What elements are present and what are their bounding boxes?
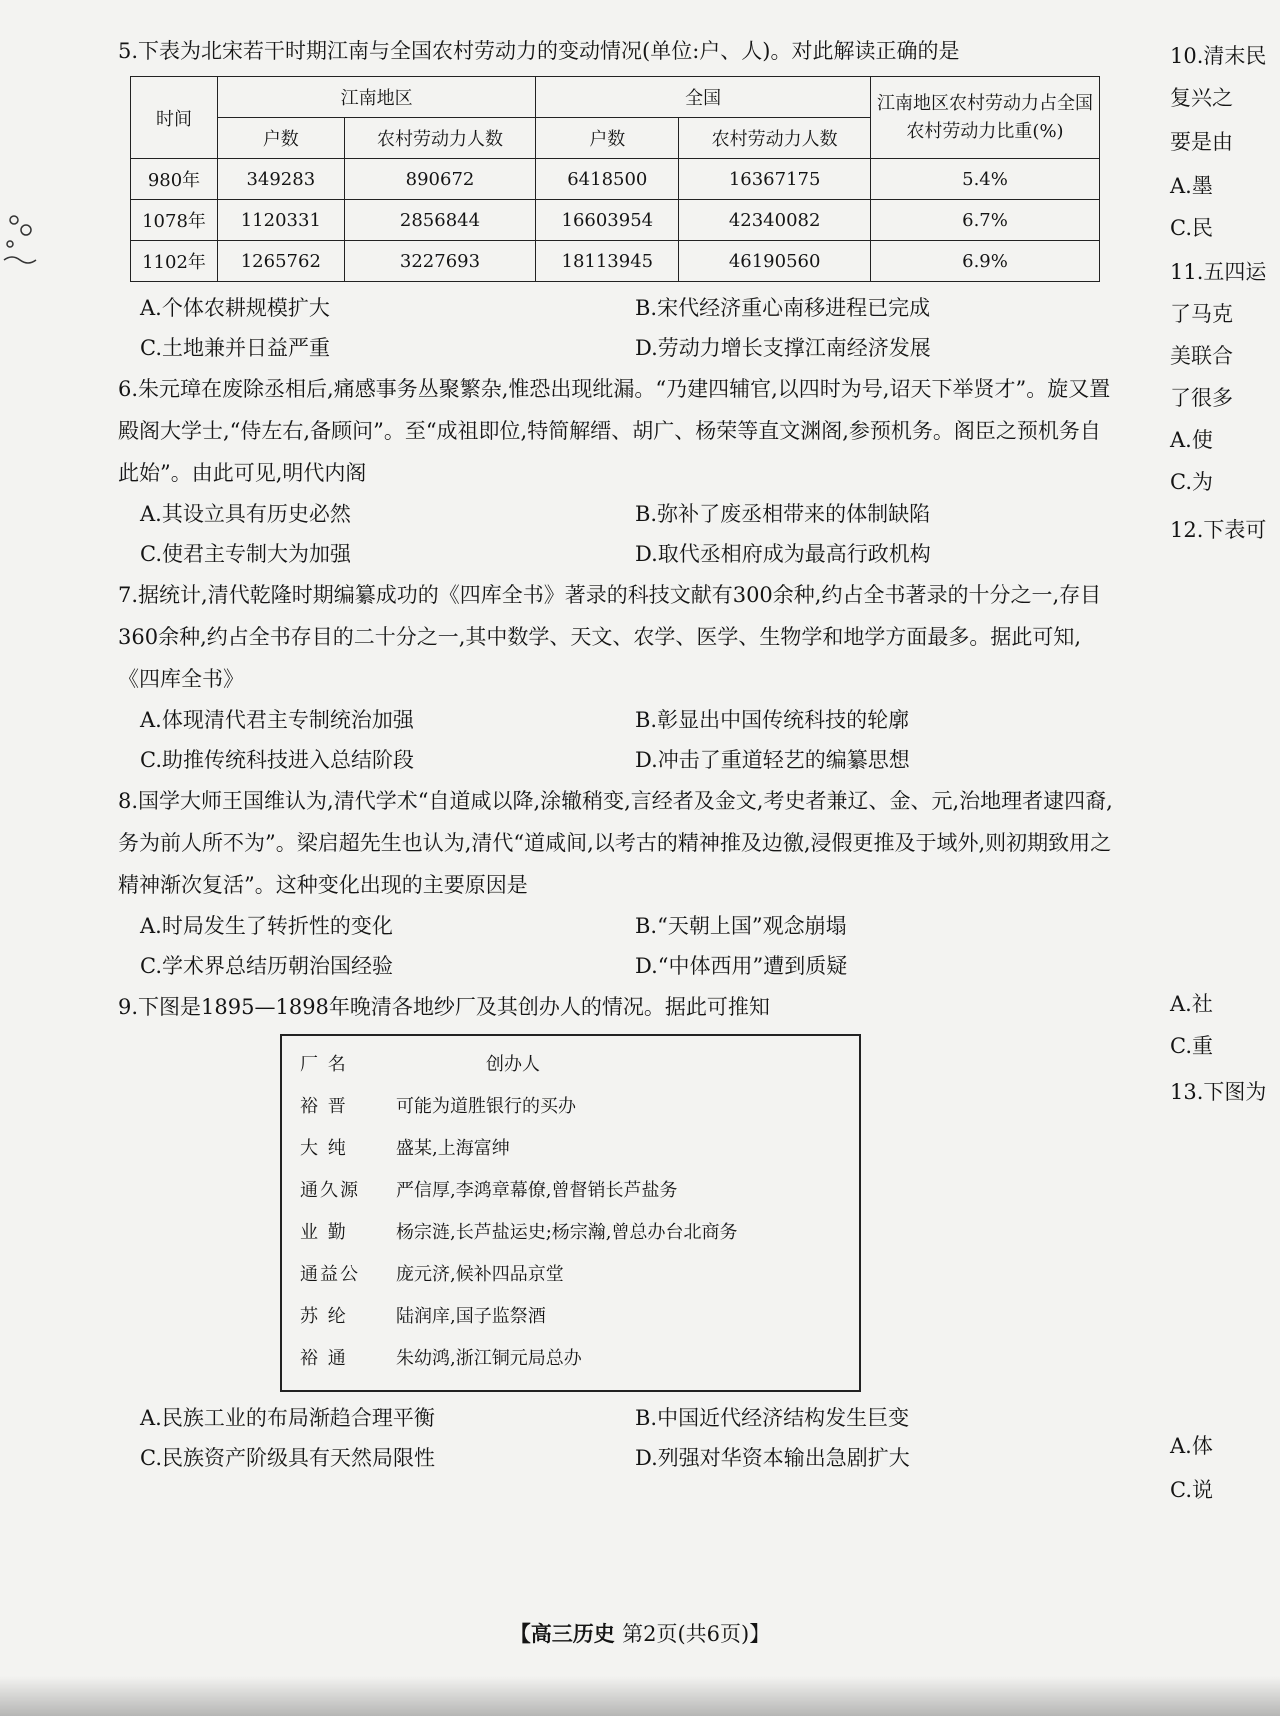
table-cell: 1265762: [218, 241, 345, 282]
fragment-line: C.重: [1170, 1034, 1213, 1058]
table-cell-year: 980年: [131, 159, 218, 200]
fragment-line: 要是由: [1170, 130, 1233, 154]
question-stem: 6.朱元璋在废除丞相后,痛感事务丛聚繁杂,惟恐出现纰漏。“乃建四辅官,以四时为号,诏天下举贤才”。旋又置殿阁大学士,“侍左右,备顾问”。至“成祖即位,特简解缙、胡广、杨荣等直文渊阁,参预机务。阁臣之预机务自此始”。由此可见,明代内阁: [118, 377, 1111, 485]
answer-options: [118, 906, 1118, 986]
fragment-line: 12.下表可: [1170, 518, 1267, 542]
table-cell: 5.4%: [871, 159, 1100, 200]
option-c[interactable]: C.学术界总结历朝治国经验: [140, 954, 393, 978]
option-d[interactable]: D.冲击了重道轻艺的编纂思想: [635, 748, 910, 772]
fragment-line: C.为: [1170, 470, 1213, 494]
mill-name: 业 勤: [300, 1222, 348, 1243]
scan-edge-shadow: [0, 1676, 1280, 1716]
fragment-line: 11.五四运: [1170, 260, 1267, 284]
table-header-ratio: 江南地区农村劳动力占全国农村劳动力比重(%): [871, 77, 1100, 159]
fragment-line: 13.下图为: [1170, 1080, 1267, 1104]
answer-options: [118, 700, 1118, 780]
mill-founder: 陆润庠,国子监祭酒: [396, 1306, 546, 1327]
mill-founder: 盛某,上海富绅: [396, 1138, 510, 1159]
table-header-households: 户数: [536, 118, 679, 159]
table-row: [131, 200, 1100, 241]
option-d[interactable]: D.列强对华资本输出急剧扩大: [635, 1446, 910, 1470]
fragment-line: A.体: [1170, 1434, 1213, 1458]
fragment-line: 10.清末民: [1170, 44, 1267, 68]
mill-name: 裕 通: [300, 1348, 348, 1369]
fragment-line: C.民: [1170, 216, 1213, 240]
question-9: [118, 986, 1118, 1478]
fragment-line: 了马克: [1170, 302, 1233, 326]
option-b[interactable]: B.弥补了废丞相带来的体制缺陷: [635, 502, 931, 526]
option-c[interactable]: C.土地兼并日益严重: [140, 336, 330, 360]
table-cell: 6.7%: [871, 200, 1100, 241]
main-column: [118, 30, 1118, 1478]
option-c[interactable]: C.助推传统科技进入总结阶段: [140, 748, 414, 772]
table-cell: 18113945: [536, 241, 679, 282]
mill-name: 苏 纶: [300, 1306, 348, 1327]
table-cell-year: 1102年: [131, 241, 218, 282]
option-a[interactable]: A.民族工业的布局渐趋合理平衡: [140, 1406, 435, 1430]
answer-options: [118, 288, 1118, 368]
question-6: [118, 368, 1118, 574]
table-cell: 3227693: [344, 241, 536, 282]
mill-name: 通益公: [300, 1264, 360, 1285]
mill-founder: 杨宗涟,长芦盐运史;杨宗瀚,曾总办台北商务: [396, 1222, 738, 1243]
table-cell: 6418500: [536, 159, 679, 200]
table-cell: 1120331: [218, 200, 345, 241]
table-header-national: 全国: [536, 77, 871, 118]
list-item: [300, 1170, 845, 1212]
table-row: [131, 241, 1100, 282]
answer-options: [118, 494, 1118, 574]
table-cell: 6.9%: [871, 241, 1100, 282]
list-item: [300, 1212, 845, 1254]
table-cell: 46190560: [679, 241, 871, 282]
box-header: [300, 1044, 845, 1086]
table-header-time: 时间: [131, 77, 218, 159]
option-b[interactable]: B.中国近代经济结构发生巨变: [635, 1406, 910, 1430]
mill-name: 裕 晋: [300, 1096, 348, 1117]
option-b[interactable]: B.彰显出中国传统科技的轮廓: [635, 708, 910, 732]
fragment-line: 美联合: [1170, 344, 1233, 368]
option-c[interactable]: C.民族资产阶级具有天然局限性: [140, 1446, 435, 1470]
question-stem: 9.下图是1895—1898年晚清各地纱厂及其创办人的情况。据此可推知: [118, 995, 770, 1019]
question-stem: 7.据统计,清代乾隆时期编纂成功的《四库全书》著录的科技文献有300余种,约占全书著录的十分之一,存目360余种,约占全书存目的二十分之一,其中数学、天文、农学、医学、生物学和地学方面最多。据此可知,《四库全书》: [118, 583, 1102, 691]
mill-founder: 庞元济,候补四品京堂: [396, 1264, 564, 1285]
list-item: [300, 1338, 845, 1380]
option-a[interactable]: A.体现清代君主专制统治加强: [140, 708, 414, 732]
fragment-line: 复兴之: [1170, 86, 1233, 110]
table-row: [131, 159, 1100, 200]
table-cell: 349283: [218, 159, 345, 200]
mill-founder: 严信厚,李鸿章幕僚,曾督销长芦盐务: [396, 1180, 678, 1201]
option-c[interactable]: C.使君主专制大为加强: [140, 542, 351, 566]
mill-founder: 可能为道胜银行的买办: [396, 1096, 576, 1117]
question-stem: 8.国学大师王国维认为,清代学术“自道咸以降,涂辙稍变,言经者及金文,考史者兼辽、金、元,治地理者逮四裔,务为前人所不为”。梁启超先生也认为,清代“道咸间,以考古的精神推及边徼,浸假更推及于域外,则初期致用之精神渐次复活”。这种变化出现的主要原因是: [118, 789, 1113, 897]
table-header-households: 户数: [218, 118, 345, 159]
page-footer: [0, 1618, 1280, 1648]
table-header-labor: 农村劳动力人数: [679, 118, 871, 159]
mill-founders-box: [280, 1034, 861, 1392]
table-cell: 2856844: [344, 200, 536, 241]
fragment-line: 了很多: [1170, 386, 1233, 410]
list-item: [300, 1254, 845, 1296]
option-d[interactable]: D.“中体西用”遭到质疑: [635, 954, 848, 978]
question-7: [118, 574, 1118, 780]
header-mill-name: 厂 名: [300, 1054, 348, 1075]
list-item: [300, 1296, 845, 1338]
option-d[interactable]: D.劳动力增长支撑江南经济发展: [635, 336, 931, 360]
option-a[interactable]: A.其设立具有历史必然: [140, 502, 351, 526]
table-cell: 890672: [344, 159, 536, 200]
mill-founder: 朱幼鸿,浙江铜元局总办: [396, 1348, 582, 1369]
mill-name: 通久源: [300, 1180, 360, 1201]
question-stem: 5.下表为北宋若干时期江南与全国农村劳动力的变动情况(单位:户、人)。对此解读正确的是: [118, 39, 960, 63]
table-header-labor: 农村劳动力人数: [344, 118, 536, 159]
fragment-line: C.说: [1170, 1478, 1213, 1502]
answer-options: [118, 1398, 1118, 1478]
list-item: [300, 1128, 845, 1170]
fragment-line: A.墨: [1170, 174, 1213, 198]
header-founder: 创办人: [486, 1054, 540, 1075]
list-item: [300, 1086, 845, 1128]
scan-speckle-decoration: [0, 200, 60, 300]
option-a[interactable]: A.个体农耕规模扩大: [140, 296, 330, 320]
option-d[interactable]: D.取代丞相府成为最高行政机构: [635, 542, 931, 566]
footer-page-number: 第2页(共6页)】: [622, 1622, 771, 1646]
table-cell: 16603954: [536, 200, 679, 241]
footer-subject: 【高三历史: [509, 1621, 615, 1646]
option-b[interactable]: B.宋代经济重心南移进程已完成: [635, 296, 931, 320]
question-8: [118, 780, 1118, 986]
labor-table: [130, 76, 1100, 282]
question-5: [118, 30, 1118, 368]
option-a[interactable]: A.时局发生了转折性的变化: [140, 914, 393, 938]
table-cell: 16367175: [679, 159, 871, 200]
fragment-line: A.社: [1170, 992, 1213, 1016]
table-header-jiangnan: 江南地区: [218, 77, 536, 118]
table-cell: 42340082: [679, 200, 871, 241]
option-b[interactable]: B.“天朝上国”观念崩塌: [635, 914, 847, 938]
fragment-line: A.使: [1170, 428, 1213, 452]
mill-name: 大 纯: [300, 1138, 348, 1159]
table-cell-year: 1078年: [131, 200, 218, 241]
